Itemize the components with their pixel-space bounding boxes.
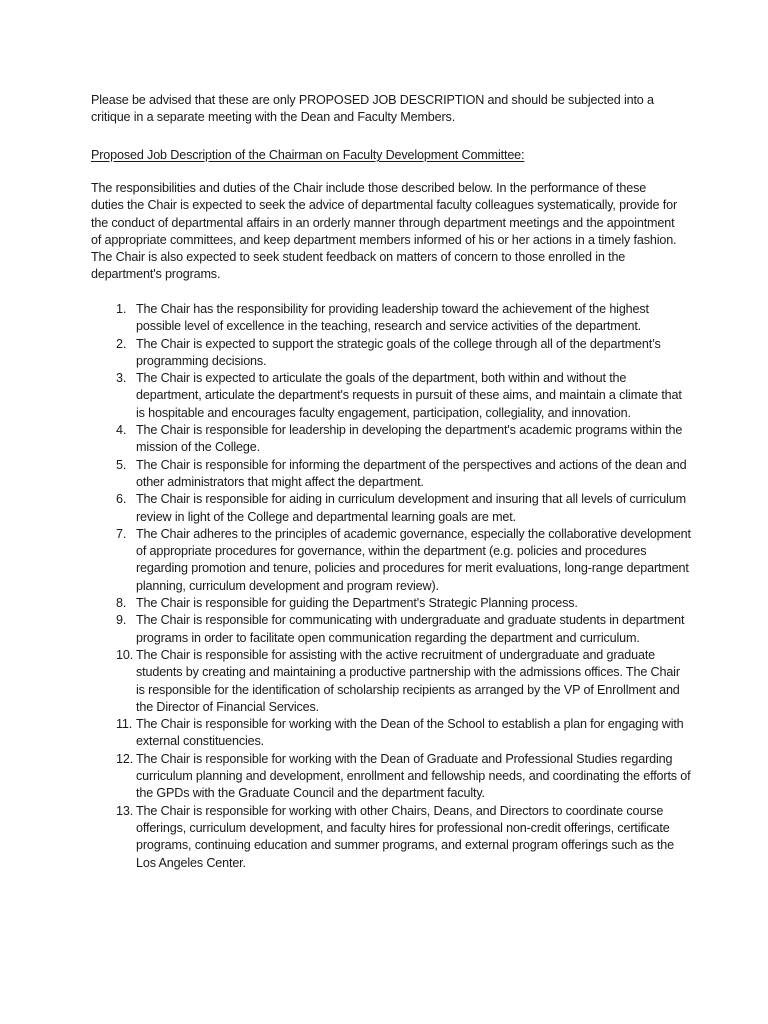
- list-item-text: The Chair is expected to support the strategic goals of the college through all of the department’s programming decisions.: [136, 336, 661, 368]
- list-item-number: 10.: [116, 647, 134, 662]
- list-item-number: 9.: [116, 613, 127, 628]
- responsibilities-list: [91, 301, 691, 872]
- list-item: [91, 612, 691, 647]
- list-item-text: The Chair is expected to articulate the goals of the department, both within and without the department, articulate the department's requests in pursuit of these aims, and maintain a climate that is hospitable and encourages faculty engagement, participation, collegiality, and innovation.: [136, 371, 682, 420]
- list-item: [91, 751, 691, 803]
- list-item-number: 6.: [116, 492, 127, 507]
- list-item-number: 8.: [116, 596, 127, 611]
- list-item-number: 2.: [116, 336, 127, 351]
- list-item: [91, 491, 691, 526]
- list-item: [91, 422, 691, 457]
- list-item-number: 7.: [116, 526, 127, 541]
- list-item-number: 13.: [116, 803, 134, 818]
- proposal-notice: Please be advised that these are only PROPOSED JOB DESCRIPTION and should be subjected into a critique in a separate meeting with the Dean and Faculty Members.: [91, 93, 654, 125]
- list-item: [91, 716, 691, 751]
- list-item-text: The Chair is responsible for leadership in developing the department's academic programs within the mission of the College.: [136, 423, 683, 455]
- list-item-text: The Chair adheres to the principles of academic governance, especially the collaborative development of appropriate procedures for governance, within the department (e.g. policies and procedures regarding promotion and tenure, policies and procedures for merit evaluations, long-range department planning, curriculum development and program review).: [136, 526, 691, 593]
- list-item-number: 12.: [116, 751, 134, 766]
- list-item: [91, 803, 691, 872]
- list-item-text: The Chair is responsible for assisting with the active recruitment of undergraduate and graduate students by creating and maintaining a productive partnership with the admissions offices. The Chair is responsible for the identification of scholarship recipients as arranged by the VP of Enrollment and the Director of Financial Services.: [136, 647, 680, 714]
- list-item-number: 4.: [116, 423, 127, 438]
- list-item: [91, 647, 691, 716]
- intro-paragraph: The responsibilities and duties of the Chair include those described below. In the performance of these duties the Chair is expected to seek the advice of departmental faculty colleagues systematically, provide for the conduct of departmental affairs in an orderly manner through department meetings and the appointment of appropriate committees, and keep department members informed of his or her actions in a timely fashion. The Chair is also expected to seek student feedback on matters of concern to those enrolled in the department's programs.: [91, 181, 677, 282]
- list-item-text: The Chair is responsible for informing the department of the perspectives and actions of the dean and other administrators that might affect the department.: [136, 457, 687, 489]
- list-item-text: The Chair is responsible for working with the Dean of Graduate and Professional Studies regarding curriculum planning and development, enrollment and fellowship needs, and coordinating the efforts of the GPDs with the Graduate Council and the department faculty.: [136, 751, 691, 801]
- list-item-number: 1.: [116, 302, 127, 316]
- list-item: [91, 595, 691, 612]
- list-item-number: 3.: [116, 371, 127, 386]
- list-item-text: The Chair is responsible for aiding in curriculum development and insuring that all levels of curriculum review in light of the College and departmental learning goals are met.: [136, 492, 686, 524]
- document-heading: Proposed Job Description of the Chairman on Faculty Development Committee:: [91, 148, 525, 162]
- list-item-number: 5.: [116, 457, 127, 472]
- list-item-number: 11.: [116, 717, 133, 732]
- list-item: [91, 370, 691, 422]
- list-item-text: The Chair is responsible for working with other Chairs, Deans, and Directors to coordinate course offerings, curriculum development, and faculty hires for professional non-credit offerings, certificate programs, continuing education and summer programs, and external program offerings such as the Los Angeles Center.: [136, 803, 674, 870]
- list-item: [91, 301, 691, 336]
- list-item-text: The Chair is responsible for guiding the Department's Strategic Planning process.: [136, 596, 578, 611]
- list-item-text: The Chair has the responsibility for providing leadership toward the achievement of the highest possible level of excellence in the teaching, research and service activities of the department.: [136, 302, 649, 334]
- list-item-text: The Chair is responsible for communicating with undergraduate and graduate students in department programs in order to facilitate open communication regarding the department and curriculum.: [136, 613, 685, 645]
- list-item-text: The Chair is responsible for working with the Dean of the School to establish a plan for engaging with external constituencies.: [136, 717, 684, 749]
- list-item: [91, 457, 691, 492]
- list-item: [91, 336, 691, 371]
- list-item: [91, 526, 691, 595]
